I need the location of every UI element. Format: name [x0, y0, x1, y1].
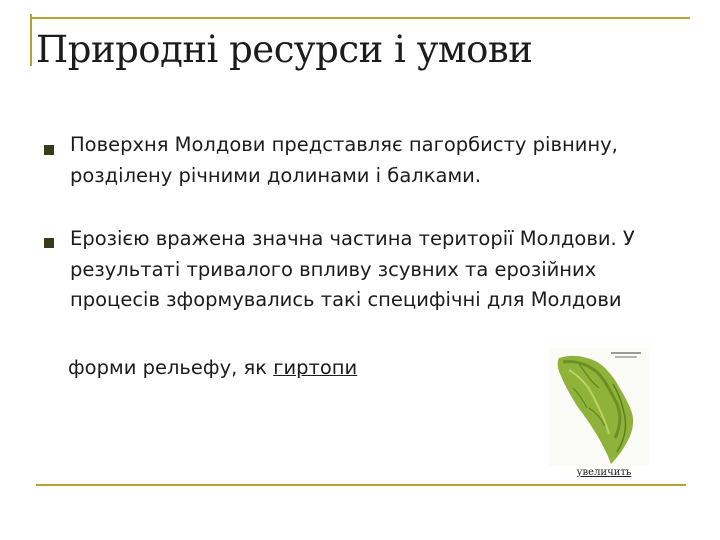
bullet-marker-2 [44, 238, 54, 248]
continuation-line [68, 353, 357, 384]
frame-bottom-line [36, 484, 686, 486]
bullet-text-1: Поверхня Молдови представляє пагорбисту рівнину, розділену річними долинами і балками. [70, 133, 618, 187]
moldova-relief-map-icon [549, 348, 649, 466]
moldova-map-thumbnail[interactable] [549, 348, 649, 466]
bullet-text-2: Ерозією вражена значна частина території Молдови. У результаті тривалого впливу зсувних та ерозійних процесів зформувались такі специфічні для Молдови [70, 227, 635, 311]
frame-vertical-line [30, 14, 32, 66]
continuation-text: форми рельефу, як [68, 356, 274, 379]
bullet-marker-1 [44, 145, 54, 155]
frame-top-line [30, 17, 690, 19]
enlarge-image-link[interactable]: увеличить [576, 467, 632, 478]
slide-title: Природні ресурси і умови [36, 28, 533, 71]
girtopy-link[interactable]: гиртопи [273, 356, 358, 379]
